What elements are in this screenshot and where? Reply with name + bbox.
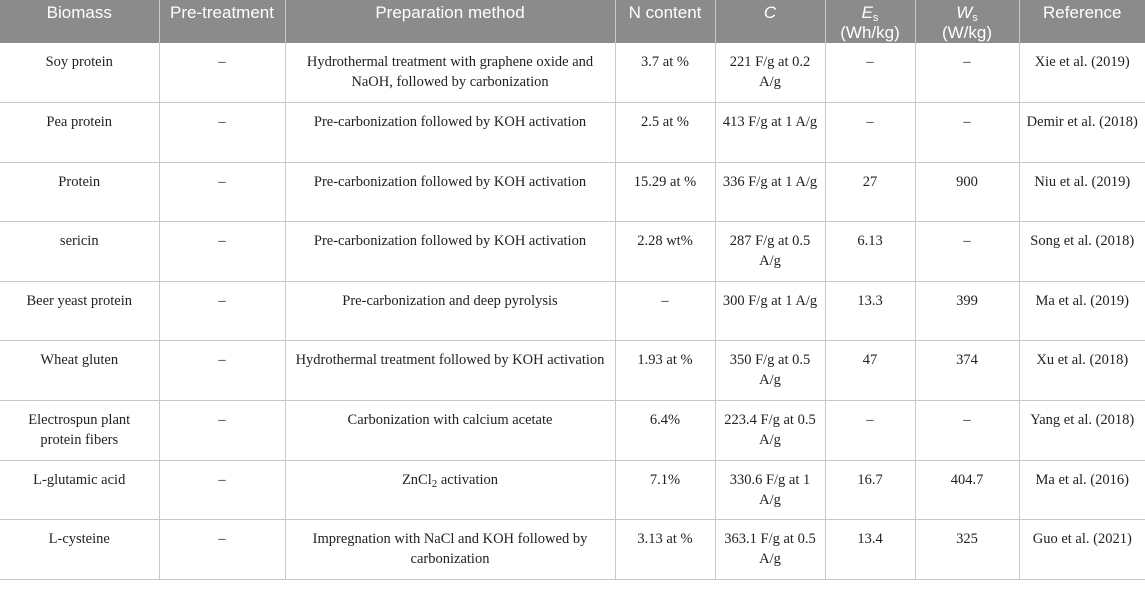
cell-energy-density: 13.3 (825, 281, 915, 341)
cell-capacitance: 223.4 F/g at 0.5 A/g (715, 401, 825, 461)
table-row (0, 222, 1145, 282)
cell-energy-density: 27 (825, 162, 915, 222)
cell-capacitance: 300 F/g at 1 A/g (715, 281, 825, 341)
header-capacitance (715, 0, 825, 43)
cell-energy-density: 47 (825, 341, 915, 401)
cell-biomass: Wheat gluten (0, 341, 159, 401)
cell-n-content: 2.28 wt% (615, 222, 715, 282)
cell-energy-density: 16.7 (825, 460, 915, 520)
cell-biomass: L-glutamic acid (0, 460, 159, 520)
header-pretreatment: Pre-treatment (159, 0, 285, 43)
cell-pretreatment: – (159, 401, 285, 461)
cell-biomass: L-cysteine (0, 520, 159, 580)
cell-pretreatment: – (159, 43, 285, 103)
header-n-content: N content (615, 0, 715, 43)
cell-power-density: – (915, 103, 1019, 163)
cell-method: Carbonization with calcium acetate (285, 401, 615, 461)
table-row (0, 520, 1145, 580)
cell-capacitance: 350 F/g at 0.5 A/g (715, 341, 825, 401)
cell-reference: Niu et al. (2019) (1019, 162, 1145, 222)
cell-energy-density: – (825, 401, 915, 461)
cell-reference: Guo et al. (2021) (1019, 520, 1145, 580)
cell-reference: Song et al. (2018) (1019, 222, 1145, 282)
cell-method: Pre-carbonization followed by KOH activation (285, 103, 615, 163)
cell-n-content: 1.93 at % (615, 341, 715, 401)
cell-power-density: – (915, 222, 1019, 282)
cell-biomass: Soy protein (0, 43, 159, 103)
cell-pretreatment: – (159, 341, 285, 401)
cell-power-density: 404.7 (915, 460, 1019, 520)
cell-capacitance: 330.6 F/g at 1 A/g (715, 460, 825, 520)
cell-capacitance: 287 F/g at 0.5 A/g (715, 222, 825, 282)
cell-reference: Ma et al. (2019) (1019, 281, 1145, 341)
cell-reference: Yang et al. (2018) (1019, 401, 1145, 461)
table-body (0, 43, 1145, 579)
cell-biomass: Beer yeast protein (0, 281, 159, 341)
table-row (0, 281, 1145, 341)
header-ws-symbol: W (956, 3, 973, 22)
cell-n-content: 3.7 at % (615, 43, 715, 103)
cell-method: Impregnation with NaCl and KOH followed by carbonization (285, 520, 615, 580)
cell-n-content: 7.1% (615, 460, 715, 520)
cell-power-density: – (915, 43, 1019, 103)
cell-pretreatment: – (159, 460, 285, 520)
cell-pretreatment: – (159, 222, 285, 282)
table-row (0, 460, 1145, 520)
cell-method: Hydrothermal treatment with graphene oxide and NaOH, followed by carbonization (285, 43, 615, 103)
method-formula: ZnCl (401, 471, 432, 488)
table-row (0, 401, 1145, 461)
table-row (0, 103, 1145, 163)
header-c-symbol: C (763, 3, 777, 22)
cell-n-content: 2.5 at % (615, 103, 715, 163)
cell-energy-density: 13.4 (825, 520, 915, 580)
cell-power-density: 374 (915, 341, 1019, 401)
cell-n-content: 15.29 at % (615, 162, 715, 222)
method-formula-subscript: 2 (431, 477, 438, 490)
cell-biomass: sericin (0, 222, 159, 282)
cell-biomass: Protein (0, 162, 159, 222)
cell-method: Pre-carbonization and deep pyrolysis (285, 281, 615, 341)
cell-pretreatment: – (159, 162, 285, 222)
header-reference: Reference (1019, 0, 1145, 43)
cell-method: Hydrothermal treatment followed by KOH activation (285, 341, 615, 401)
cell-method: Pre-carbonization followed by KOH activation (285, 222, 615, 282)
header-es-subscript: s (872, 12, 879, 24)
cell-energy-density: 6.13 (825, 222, 915, 282)
cell-reference: Xu et al. (2018) (1019, 341, 1145, 401)
header-ws-subscript: s (972, 12, 978, 24)
cell-energy-density: – (825, 103, 915, 163)
cell-n-content: 6.4% (615, 401, 715, 461)
cell-capacitance: 221 F/g at 0.2 A/g (715, 43, 825, 103)
cell-capacitance: 336 F/g at 1 A/g (715, 162, 825, 222)
cell-capacitance: 413 F/g at 1 A/g (715, 103, 825, 163)
cell-biomass: Pea protein (0, 103, 159, 163)
table-row (0, 43, 1145, 103)
header-preparation-method: Preparation method (285, 0, 615, 43)
table-row (0, 162, 1145, 222)
cell-pretreatment: – (159, 520, 285, 580)
table-row (0, 341, 1145, 401)
cell-capacitance: 363.1 F/g at 0.5 A/g (715, 520, 825, 580)
cell-reference: Demir et al. (2018) (1019, 103, 1145, 163)
cell-power-density: 325 (915, 520, 1019, 580)
header-energy-density (825, 0, 915, 43)
cell-power-density: 900 (915, 162, 1019, 222)
cell-reference: Ma et al. (2016) (1019, 460, 1145, 520)
cell-power-density: 399 (915, 281, 1019, 341)
cell-method (285, 460, 615, 520)
table-header (0, 0, 1145, 43)
header-row (0, 0, 1145, 43)
cell-power-density: – (915, 401, 1019, 461)
cell-method: Pre-carbonization followed by KOH activation (285, 162, 615, 222)
cell-biomass: Electrospun plant protein fibers (0, 401, 159, 461)
cell-n-content: – (615, 281, 715, 341)
method-tail: activation (437, 471, 499, 488)
header-es-unit: (Wh/kg) (840, 23, 900, 42)
cell-reference: Xie et al. (2019) (1019, 43, 1145, 103)
header-ws-unit: (W/kg) (941, 23, 993, 42)
header-es-symbol: E (861, 3, 873, 22)
cell-n-content: 3.13 at % (615, 520, 715, 580)
cell-energy-density: – (825, 43, 915, 103)
cell-pretreatment: – (159, 103, 285, 163)
header-power-density (915, 0, 1019, 43)
header-biomass: Biomass (46, 3, 112, 22)
cell-pretreatment: – (159, 281, 285, 341)
